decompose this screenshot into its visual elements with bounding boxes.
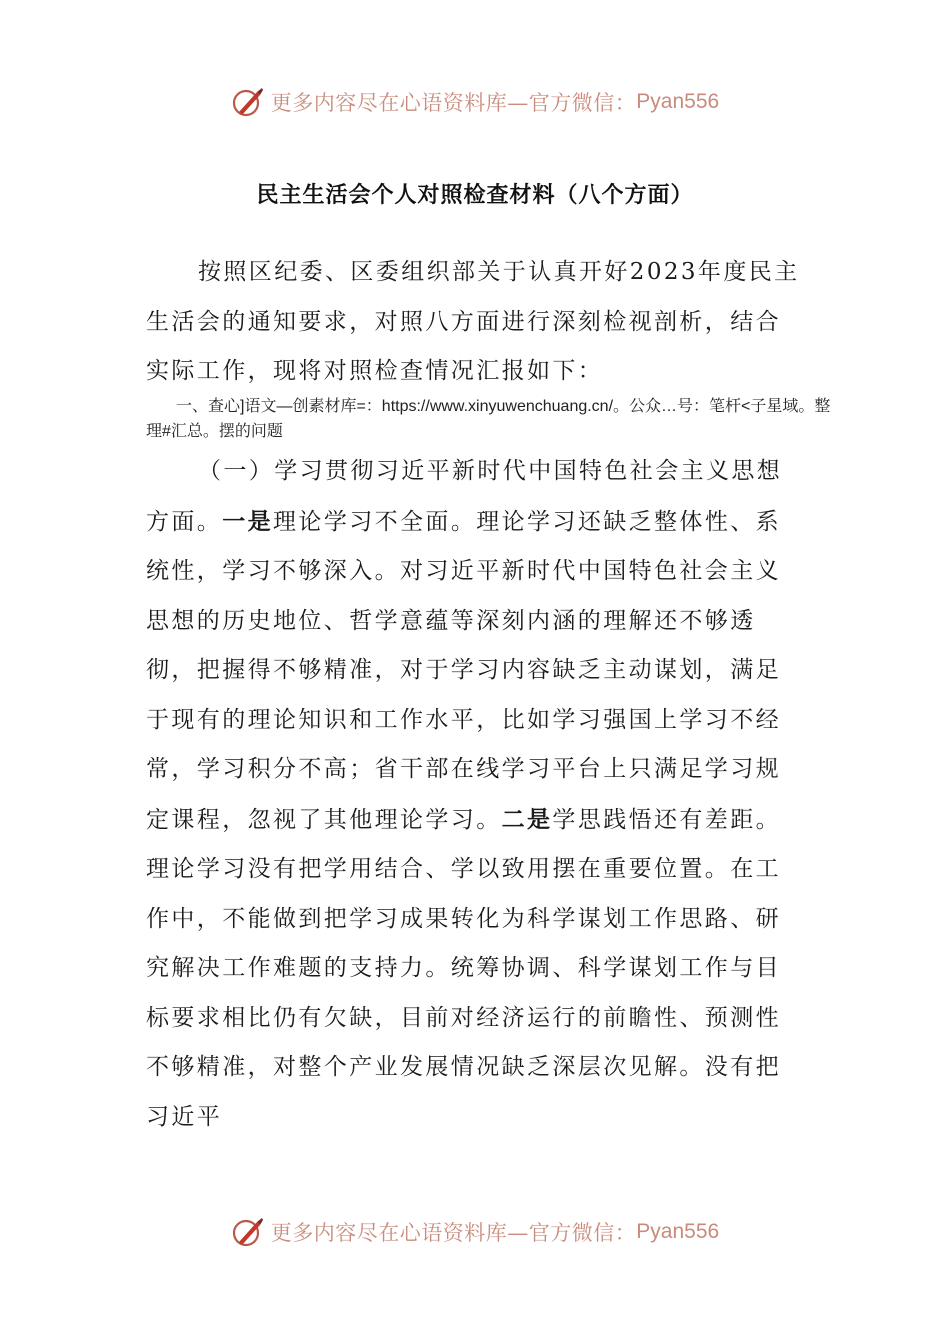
pen-logo-icon [231, 1215, 265, 1249]
banner-text: 更多内容尽在心语资料库—官方微信： [270, 1221, 637, 1245]
section-1-part1: （一）学习贯彻习近平新时代中国特色社会主义思想方面。 [146, 458, 783, 535]
banner-wechat-id: Pyan556 [636, 1220, 720, 1243]
section-1-part3: 学思践悟还有差距。理论学习没有把学用结合、学以致用摆在重要位置。在工作中，不能做到把学习成果转化为科学谋划工作思路、研究解决工作难题的支持力。统筹协调、科学谋划工作与目标要求相比仍有欠缺，目前对经济运行的前瞻性、预测性不够精准，对整个产业发展情况缺乏深层次见解。没有把习近平 [146, 806, 782, 1130]
header-banner [0, 82, 950, 122]
section-1-label-2: 二是 [501, 805, 553, 833]
banner-text: 更多内容尽在心语资料库—官方微信： [270, 91, 637, 115]
section-1-part2: 理论学习不全面。理论学习还缺乏整体性、系统性，学习不够深入。对习近平新时代中国特色社会主义思想的历史地位、哲学意蕴等深刻内涵的理解还不够透彻，把握得不够精准，对于学习内容缺乏主动谋划，满足于现有的理论知识和工作水平，比如学习强国上学习不经常，学习积分不高；省干部在线学习平台上只满足学习规定课程，忽视了其他理论学习。 [146, 508, 782, 833]
footer-banner [0, 1212, 950, 1252]
section-1-label-1: 一是 [222, 507, 274, 535]
pen-logo-icon [231, 85, 265, 119]
intro-paragraph: 按照区纪委、区委组织部关于认真开好2023年度民主生活会的通知要求，对照八方面进行深刻检视剖析，结合实际工作，现将对照检查情况汇报如下： [146, 259, 800, 384]
watermark-line-text: 一、查心]语文—创素材库=：https://www.xinyuwenchuang.cn/。公众…号：笔杆<子星域。整理#汇总。摆的问题 [146, 398, 831, 440]
watermark-line [146, 394, 836, 444]
banner-wechat-id: Pyan556 [636, 90, 720, 113]
section-1-paragraph [146, 447, 806, 1142]
document-title: 民主生活会个人对照检查材料（八个方面） [256, 183, 694, 208]
